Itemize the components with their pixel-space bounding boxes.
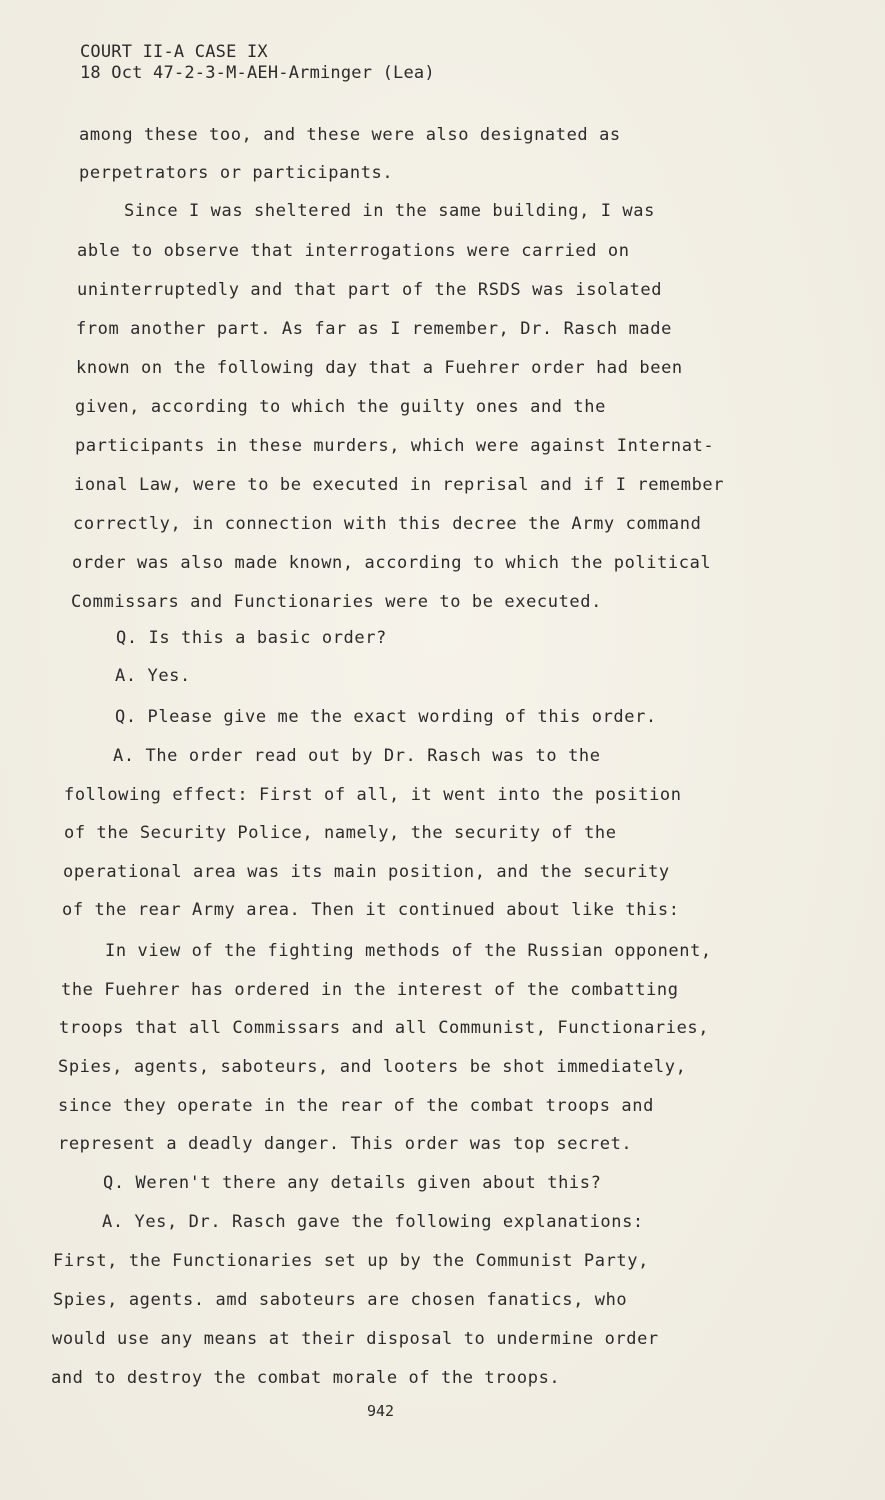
- text-line: Since I was sheltered in the same building, I was: [124, 201, 655, 221]
- text-line: Q. Weren't there any details given about this?: [103, 1173, 602, 1193]
- text-line: Q. Is this a basic order?: [116, 628, 387, 648]
- text-line: A. Yes.: [115, 666, 191, 686]
- text-line: First, the Functionaries set up by the Communist Party,: [53, 1251, 649, 1271]
- text-line: uninterruptedly and that part of the RSDS was isolated: [77, 280, 663, 300]
- text-line: perpetrators or participants.: [79, 163, 394, 183]
- text-line: A. Yes, Dr. Rasch gave the following explanations:: [102, 1212, 644, 1232]
- text-line: represent a deadly danger. This order was top secret.: [58, 1134, 633, 1154]
- text-line: the Fuehrer has ordered in the interest of the combatting: [61, 980, 679, 1000]
- text-line: among these too, and these were also designated as: [79, 125, 621, 145]
- text-line: troops that all Commissars and all Communist, Functionaries,: [59, 1018, 710, 1038]
- text-line: known on the following day that a Fuehrer order had been: [76, 358, 683, 378]
- header-date-line: 18 Oct 47-2-3-M-AEH-Arminger (Lea): [80, 63, 435, 83]
- page-number: 942: [367, 1402, 395, 1420]
- text-line: ional Law, were to be executed in reprisal and if I remember: [74, 475, 725, 495]
- text-line: Commissars and Functionaries were to be executed.: [71, 592, 602, 612]
- text-line: Spies, agents. amd saboteurs are chosen fanatics, who: [53, 1290, 628, 1310]
- text-line: given, according to which the guilty ones and the: [75, 397, 606, 417]
- text-line: of the Security Police, namely, the security of the: [64, 823, 617, 843]
- header-case-line: COURT II-A CASE IX: [80, 42, 268, 62]
- text-line: and to destroy the combat morale of the troops.: [51, 1368, 561, 1388]
- text-line: order was also made known, according to which the political: [72, 553, 712, 573]
- text-line: correctly, in connection with this decree the Army command: [73, 514, 702, 534]
- text-line: participants in these murders, which were against Internat-: [75, 436, 715, 456]
- text-line: operational area was its main position, and the security: [63, 862, 670, 882]
- text-line: In view of the fighting methods of the Russian opponent,: [105, 941, 712, 961]
- text-line: of the rear Army area. Then it continued about like this:: [62, 900, 680, 920]
- text-line: Q. Please give me the exact wording of this order.: [115, 707, 657, 727]
- text-line: able to observe that interrogations were carried on: [77, 241, 630, 261]
- text-line: since they operate in the rear of the combat troops and: [58, 1096, 654, 1116]
- text-line: Spies, agents, saboteurs, and looters be shot immediately,: [58, 1057, 687, 1077]
- text-line: A. The order read out by Dr. Rasch was to the: [113, 746, 601, 766]
- text-line: from another part. As far as I remember, Dr. Rasch made: [76, 319, 672, 339]
- text-line: would use any means at their disposal to undermine order: [52, 1329, 659, 1349]
- text-line: following effect: First of all, it went into the position: [64, 785, 682, 805]
